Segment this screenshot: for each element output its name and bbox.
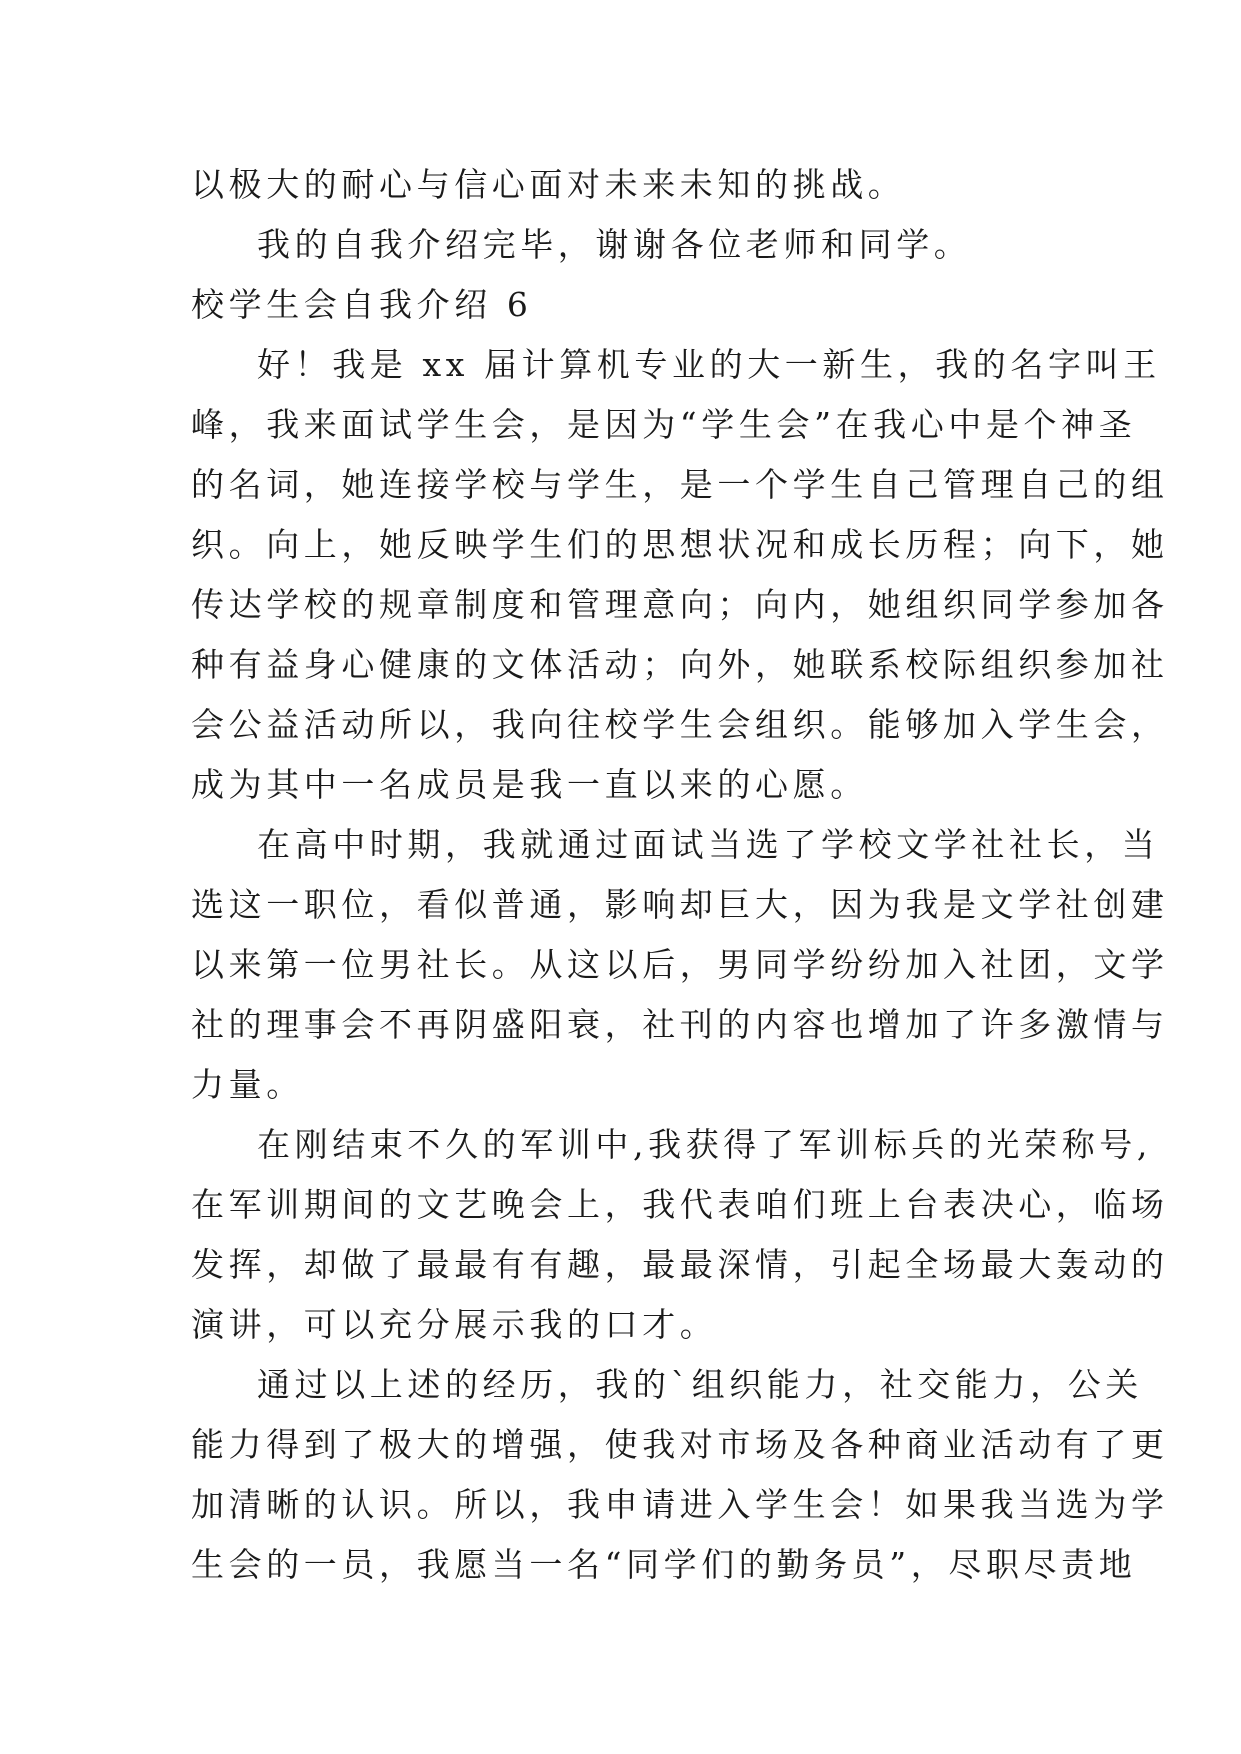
text-line: 种有益身心健康的文体活动；向外，她联系校际组织参加社: [191, 645, 1169, 684]
text-line: 在刚结束不久的军训中,我获得了军训标兵的光荣称号,: [257, 1125, 1152, 1164]
text-line: 以极大的耐心与信心面对未来未知的挑战。: [191, 165, 906, 204]
text-line: 成为其中一名成员是我一直以来的心愿。: [191, 765, 868, 804]
text-line: 的名词，她连接学校与学生，是一个学生自己管理自己的组: [191, 465, 1169, 504]
text-line: 加清晰的认识。所以，我申请进入学生会！如果我当选为学: [191, 1485, 1169, 1524]
text-line: 我的自我介绍完毕，谢谢各位老师和同学。: [257, 225, 972, 264]
text-line: 峰，我来面试学生会，是因为“学生会”在我心中是个神圣: [191, 405, 1137, 444]
document-body: [191, 155, 1169, 1595]
section-heading: 校学生会自我介绍 6: [191, 285, 533, 324]
text-line: 织。向上，她反映学生们的思想状况和成长历程；向下，她: [191, 525, 1169, 564]
text-line: 通过以上述的经历，我的`组织能力，社交能力，公关: [257, 1365, 1143, 1404]
text-line: 发挥，却做了最最有有趣，最最深情，引起全场最大轰动的: [191, 1245, 1169, 1284]
text-line: 社的理事会不再阴盛阳衰，社刊的内容也增加了许多激情与: [191, 1005, 1169, 1044]
text-line: 好！我是 xx 届计算机专业的大一新生，我的名字叫王: [257, 345, 1161, 384]
text-line: 以来第一位男社长。从这以后，男同学纷纷加入社团，文学: [191, 945, 1169, 984]
text-line: 选这一职位，看似普通，影响却巨大，因为我是文学社创建: [191, 885, 1169, 924]
text-line: 能力得到了极大的增强，使我对市场及各种商业活动有了更: [191, 1425, 1169, 1464]
text-line: 演讲，可以充分展示我的口才。: [191, 1305, 718, 1344]
text-line: 会公益活动所以，我向往校学生会组织。能够加入学生会，: [191, 705, 1169, 744]
text-line: 力量。: [191, 1065, 304, 1104]
text-line: 生会的一员，我愿当一名“同学们的勤务员”，尽职尽责地: [191, 1545, 1137, 1584]
text-line: 传达学校的规章制度和管理意向；向内，她组织同学参加各: [191, 585, 1169, 624]
text-line: 在军训期间的文艺晚会上，我代表咱们班上台表决心，临场: [191, 1185, 1169, 1224]
text-line: 在高中时期，我就通过面试当选了学校文学社社长，当: [257, 825, 1160, 864]
